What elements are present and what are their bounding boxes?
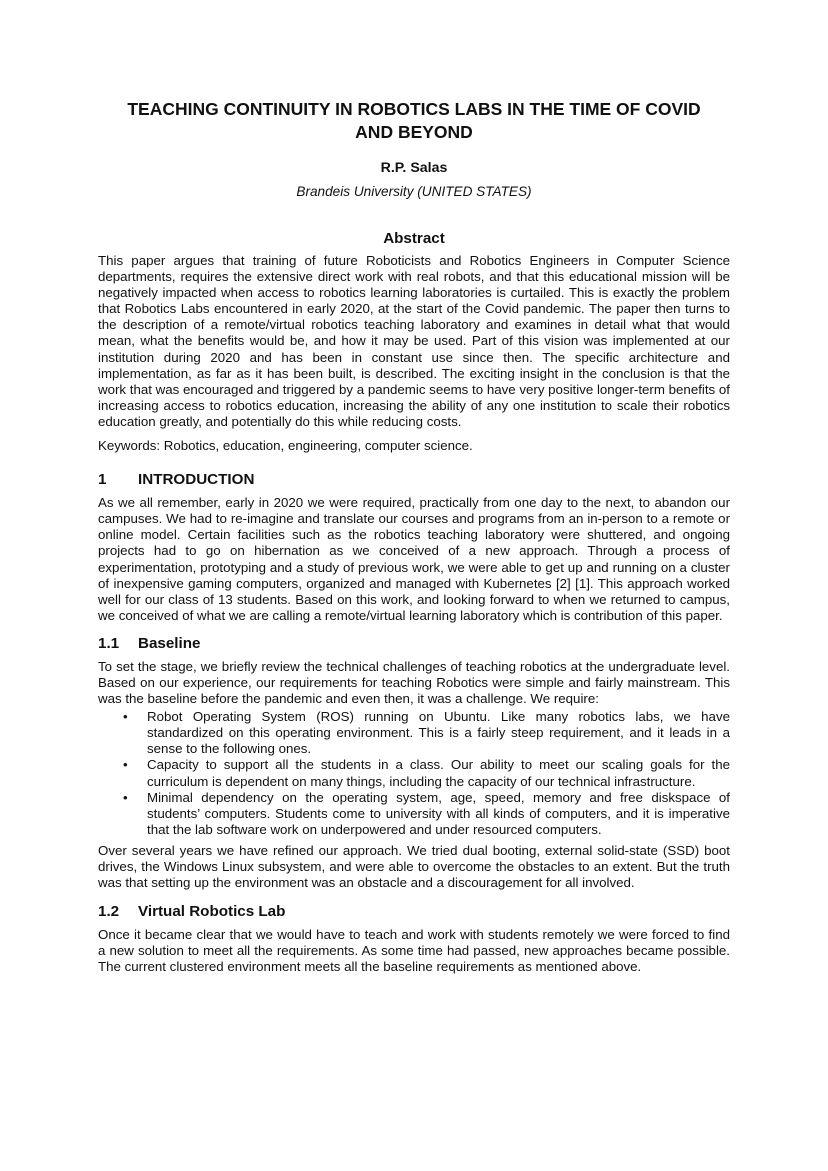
list-item	[123, 790, 730, 838]
bullet-icon: •	[123, 789, 128, 805]
author-name: R.P. Salas	[380, 160, 448, 176]
section-title: INTRODUCTION	[138, 471, 255, 489]
section-title: Baseline	[138, 634, 201, 652]
requirements-list	[98, 709, 730, 838]
abstract-text: This paper argues that training of future Roboticists and Robotics Engineers in Computer Science departments, requires the extensive direct work with real robots, and that this educational mission will be negatively impacted when access to robotics learning laboratories is curtailed. This is exactly the problem that Robotics Labs encountered in early 2020, at the start of the Covid pandemic. The paper then turns to the description of a remote/virtual robotics teaching laboratory and examines in detail what that would mean, what the benefits would be, and how it may be used. Part of this vision was implemented at our institution during 2020 and has been in constant use since then. The specific architecture and implementation, as far as it has been built, is described. The exciting insight in the conclusion is that the work that was encouraged and triggered by a pandemic seems to have very positive longer-term benefits of increasing access to robotics education, increasing the ability of any one institution to scale their robotics education greatly, and potentially do this while reducing costs.	[98, 253, 730, 429]
author-affiliation: Brandeis University (UNITED STATES)	[296, 184, 532, 199]
section-number: 1	[98, 471, 107, 489]
list-item-text: Robot Operating System (ROS) running on Ubuntu. Like many robotics labs, we have standardized on this operating environment. This is a fairly steep requirement, and it leads in a sense to the following ones.	[147, 709, 730, 757]
section-number: 1.2	[98, 903, 120, 921]
list-item	[123, 709, 730, 757]
paper-title: TEACHING CONTINUITY IN ROBOTICS LABS IN THE TIME OF COVID AND BEYOND	[127, 99, 701, 142]
baseline-paragraph-2: Over several years we have refined our approach. We tried dual booting, external solid-state (SSD) boot drives, the Windows Linux subsystem, and were able to overcome the obstacles to an extent. But the truth was that setting up the environment was an obstacle and a discouragement for all involved.	[98, 842, 730, 891]
keywords: Keywords: Robotics, education, engineering, computer science.	[98, 438, 473, 454]
bullet-icon: •	[123, 757, 128, 773]
virtual-lab-paragraph: Once it became clear that we would have to teach and work with students remotely we were forced to find a new solution to meet all the requirements. As some time had passed, new approaches became possible. The current clustered environment meets all the baseline requirements as mentioned above.	[98, 927, 730, 975]
section-title: Virtual Robotics Lab	[138, 903, 286, 921]
section-number: 1.1	[98, 634, 120, 652]
list-item-text: Capacity to support all the students in a class. Our ability to meet our scaling goals for the curriculum is dependent on many things, including the capacity of our technical infrastructure.	[147, 757, 730, 789]
list-item	[123, 757, 730, 789]
baseline-paragraph: To set the stage, we briefly review the technical challenges of teaching robotics at the undergraduate level. Based on our experience, our requirements for teaching Robotics were simple and fairly mainstream. This was the baseline before the pandemic and even then, it was a challenge. We require:	[98, 658, 730, 707]
bullet-icon: •	[123, 709, 128, 725]
abstract-heading: Abstract	[383, 230, 445, 247]
section-heading-introduction	[98, 470, 730, 490]
section-heading-baseline	[98, 634, 730, 654]
list-item-text: Minimal dependency on the operating system, age, speed, memory and free diskspace of students’ computers. Students come to university with all kinds of computers, and it is imperative that the lab software work on underpowered and under resourced computers.	[147, 789, 730, 837]
introduction-paragraph: As we all remember, early in 2020 we were required, practically from one day to the next, to abandon our campuses. We had to re-imagine and translate our courses and programs from an in-person to a remote or online model. Certain facilities such as the robotics teaching laboratory were shuttered, and ongoing projects had to go on hibernation as we conceived of a new approach. Through a process of experimentation, prototyping and a study of previous work, we were able to get up and running on a cluster of inexpensive gaming computers, organized and managed with Kubernetes [2] [1]. This approach worked well for our class of 13 students. Based on this work, and looking forward to when we returned to campus, we conceived of what we are calling a remote/virtual learning laboratory which is contribution of this paper.	[98, 495, 730, 623]
section-heading-virtual-robotics-lab	[98, 902, 730, 922]
